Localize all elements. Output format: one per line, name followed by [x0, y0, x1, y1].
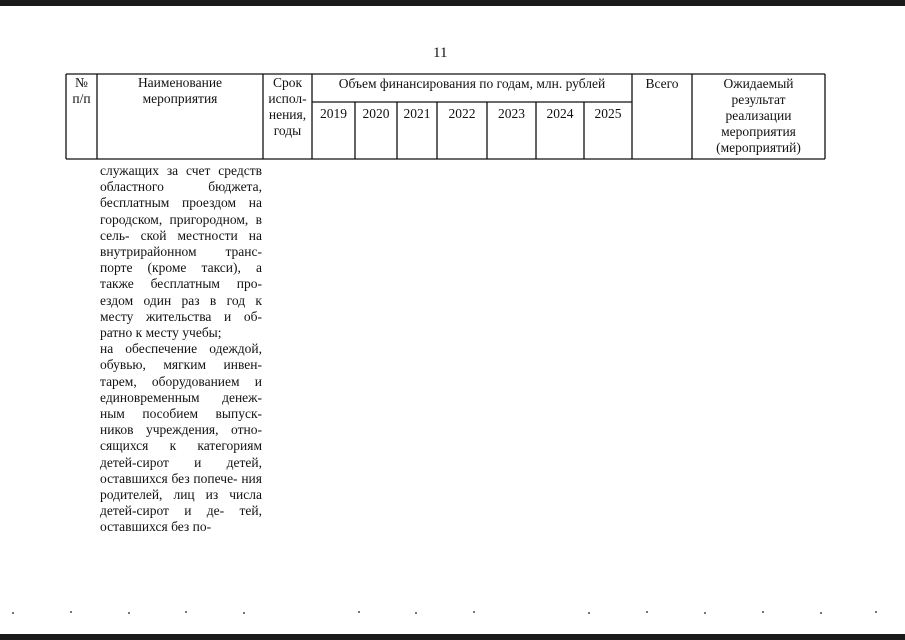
header-total: Всего — [645, 76, 679, 91]
header-term-line1: Срок — [272, 75, 303, 90]
header-num-line2: п/п — [72, 91, 91, 106]
header-num-line1: № — [75, 75, 88, 90]
header-term — [263, 75, 312, 139]
header-term-line4: годы — [273, 123, 302, 138]
header-name — [97, 75, 263, 107]
activity-description — [100, 163, 262, 536]
header-year-2022: 2022 — [448, 106, 476, 121]
description-paragraph-2: на обеспечение одеждой, обувью, мягким инвен- тарем, оборудованием и единовременным денеж- ным пособием выпуск- ников учреждения, отно- сящихся к категориям детей-сирот и детей, оставшихся без попече- ния родителей, лиц из числа детей-сирот и де- тей, оставшихся без по- — [100, 341, 262, 535]
header-result-line2: результат — [731, 92, 786, 107]
header-result-line5: (мероприятий) — [716, 140, 801, 155]
header-year-2025: 2025 — [594, 106, 622, 121]
description-paragraph-1: служащих за счет средств областного бюджета, бесплатным проездом на городском, пригородном, в сель- ской местности на внутрирайонном транс- порте (кроме такси), а также бесплатным про- ездом один раз в год к месту жительства и об- ратно к месту учебы; — [100, 163, 262, 341]
header-result-line3: реализации — [725, 108, 792, 123]
header-name-line2: мероприятия — [142, 91, 218, 106]
header-term-line3: нения, — [268, 107, 307, 122]
header-year-2021: 2021 — [403, 106, 431, 121]
header-result — [692, 76, 825, 156]
header-funding: Объем финансирования по годам, млн. рублей — [338, 76, 606, 91]
header-num — [66, 75, 97, 107]
header-year-2020: 2020 — [362, 106, 390, 121]
scan-noise — [0, 607, 905, 617]
header-result-line1: Ожидаемый — [723, 76, 794, 91]
header-year-2023: 2023 — [498, 106, 525, 121]
header-result-line4: мероприятия — [721, 124, 796, 139]
header-year-2024: 2024 — [546, 106, 574, 121]
header-year-2019: 2019 — [320, 106, 347, 121]
page-number: 11 — [433, 45, 448, 61]
header-name-line1: Наименование — [137, 75, 223, 90]
header-term-line2: испол- — [268, 91, 307, 106]
